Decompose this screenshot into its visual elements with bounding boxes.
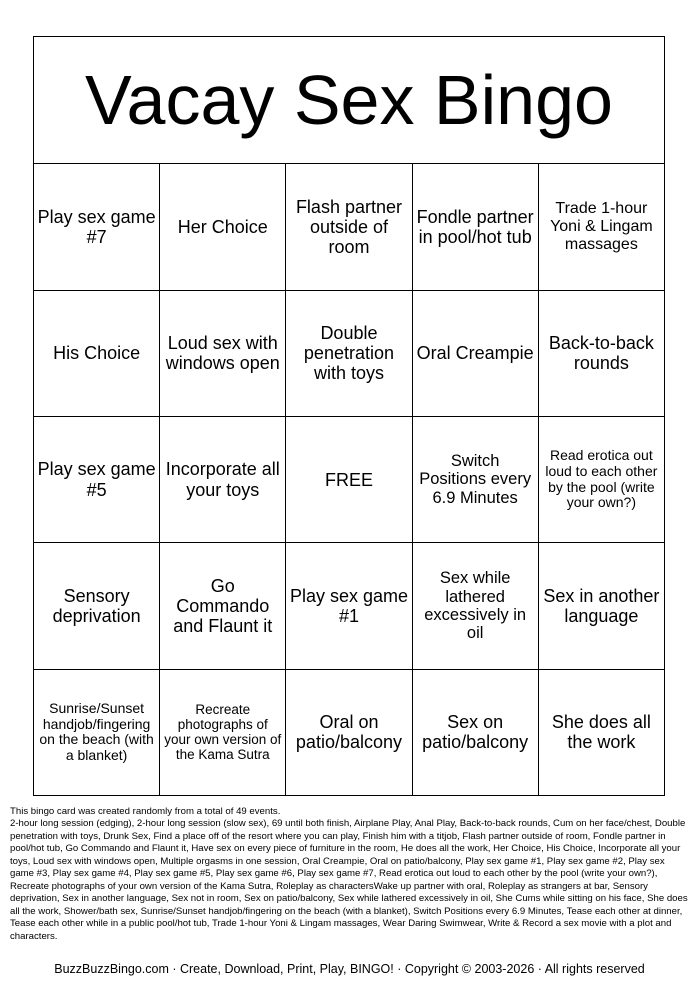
bingo-cell-r5c1: Sunrise/Sunset handjob/fingering on the beach (with a blanket): [34, 669, 160, 795]
bingo-cell-r4c3: Play sex game #1: [286, 543, 412, 669]
bingo-cell-r5c5: She does all the work: [538, 669, 664, 795]
bingo-cell-r2c2: Loud sex with windows open: [160, 290, 286, 416]
bingo-cell-r1c4: Fondle partner in pool/hot tub: [412, 164, 538, 290]
bingo-cell-r4c1: Sensory deprivation: [34, 543, 160, 669]
bingo-cell-r5c3: Oral on patio/balcony: [286, 669, 412, 795]
bingo-cell-r5c2: Recreate photographs of your own version of the Kama Sutra: [160, 669, 286, 795]
bingo-cell-r2c4: Oral Creampie: [412, 290, 538, 416]
footer-copyright: BuzzBuzzBingo.com · Create, Download, Print, Play, BINGO! · Copyright © 2003-2026 · All rights reserved: [54, 962, 645, 976]
bingo-cell-r4c5: Sex in another language: [538, 543, 664, 669]
bingo-cell-r1c3: Flash partner outside of room: [286, 164, 412, 290]
bingo-cell-r3c5: Read erotica out loud to each other by the pool (write your own?): [538, 416, 664, 542]
bingo-cell-free: FREE: [286, 416, 412, 542]
event-description: [10, 806, 690, 943]
bingo-cell-r3c4: Switch Positions every 6.9 Minutes: [412, 416, 538, 542]
card-title: Vacay Sex Bingo: [34, 37, 665, 164]
bingo-card: [33, 36, 665, 796]
bingo-cell-r1c5: Trade 1-hour Yoni & Lingam massages: [538, 164, 664, 290]
bingo-cell-r4c2: Go Commando and Flaunt it: [160, 543, 286, 669]
bingo-cell-r5c4: Sex on patio/balcony: [412, 669, 538, 795]
bingo-cell-r1c1: Play sex game #7: [34, 164, 160, 290]
bingo-cell-r2c3: Double penetration with toys: [286, 290, 412, 416]
description-intro: This bingo card was created randomly from a total of 49 events.: [10, 806, 281, 817]
bingo-cell-r3c2: Incorporate all your toys: [160, 416, 286, 542]
bingo-cell-r2c1: His Choice: [34, 290, 160, 416]
event-list: 2-hour long session (edging), 2-hour long session (slow sex), 69 until both finish, Airplane Play, Anal Play, Back-to-back rounds, Cum on her face/chest, Double penetration with toys, Drunk Sex, Find a place off of the resort where you can play, Finish him with a titjob, Flash partner outside of room, Fondle partner in pool/hot tub, Go Commando and Flaunt it, Have sex on every piece of furniture in the room, He does all the work, Her Choice, His Choice, Incorporate all your toys, Loud sex with windows open, Multiple orgasms in one session, Oral Creampie, Oral on patio/balcony, Play sex game #1, Play sex game #2, Play sex game #3, Play sex game #4, Play sex game #5, Play sex game #6, Play sex game #7, Read erotica out loud to each other by the pool (write your own?), Recreate photographs of your own version of the Kama Sutra, Roleplay as charactersWake up partner with oral, Roleplay as strangers at bar, Sensory deprivation, Sex in another language, Sex not in room, Sex on patio/balcony, Sex while lathered excessively in oil, She Cums while sitting on his face, She does all the work, Shower/bath sex, Sunrise/Sunset handjob/fingering on the beach (with a blanket), Switch Positions every 6.9 Minutes, Tease each other at dinner, Tease each other while in a public pool/hot tub, Trade 1-hour Yoni & Lingam massages, Wear Daring Swimwear, Write & Record a sex movie with a plot and characters.: [10, 818, 688, 942]
bingo-cell-r4c4: Sex while lathered excessively in oil: [412, 543, 538, 669]
bingo-cell-r1c2: Her Choice: [160, 164, 286, 290]
bingo-cell-r3c1: Play sex game #5: [34, 416, 160, 542]
bingo-cell-r2c5: Back-to-back rounds: [538, 290, 664, 416]
